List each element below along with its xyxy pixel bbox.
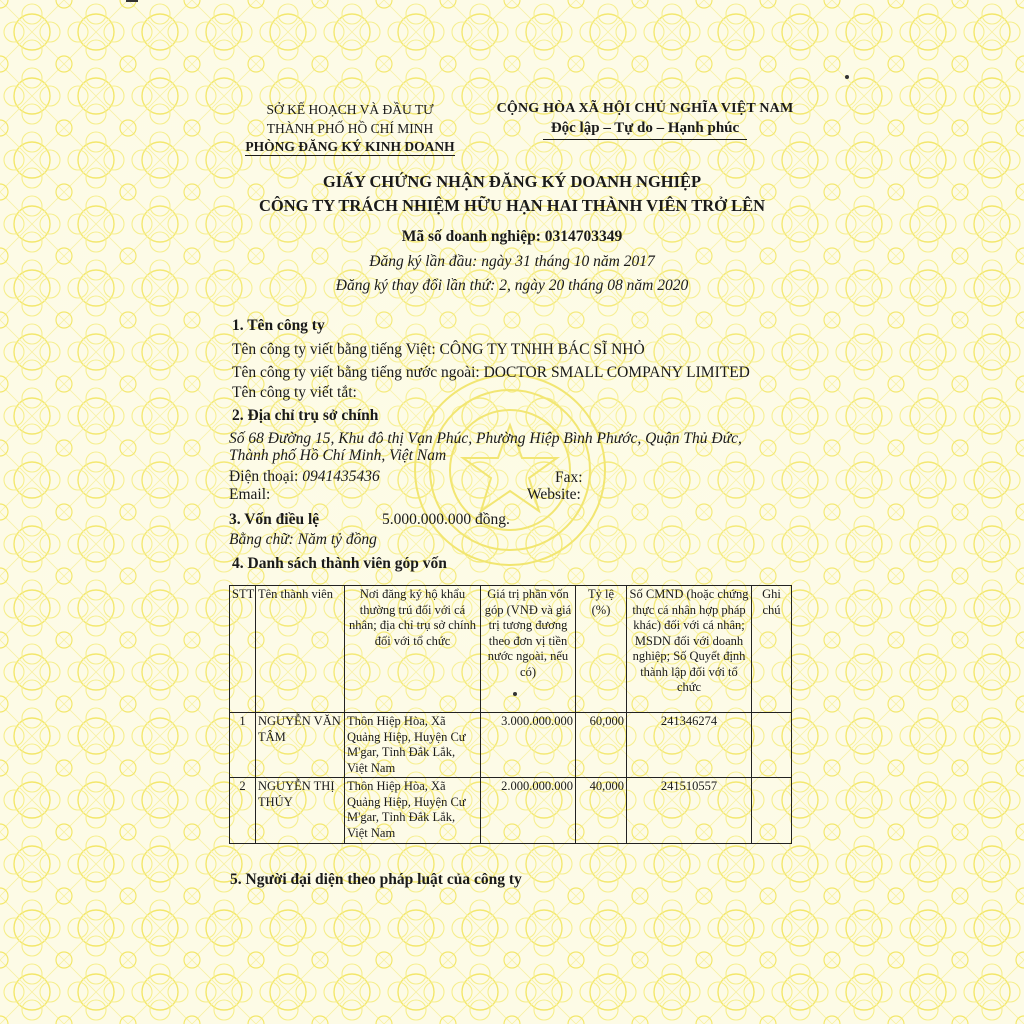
section5-heading: 5. Người đại diện theo pháp luật của công ty	[230, 871, 522, 888]
phone-row	[229, 468, 380, 486]
email-label: Email:	[229, 486, 271, 503]
column-header-id-number: Số CMND (hoặc chứng thực cá nhân hợp pháp khác) đối với cá nhân; MSDN đối với doanh nghiệp; Số Quyết định thành lập đối với tổ chức	[627, 586, 752, 713]
issuer-city: THÀNH PHỐ HỒ CHÍ MINH	[266, 121, 434, 136]
company-type: CÔNG TY TRÁCH NHIỆM HỮU HẠN HAI THÀNH VIÊN TRỞ LÊN	[258, 196, 766, 215]
address-line2: Thành phố Hồ Chí Minh, Việt Nam	[229, 447, 447, 464]
cell-note	[752, 713, 792, 778]
column-header-member-name: Tên thành viên	[256, 586, 345, 713]
cell-ratio: 40,000	[576, 778, 627, 844]
members-table	[229, 585, 792, 844]
company-name-foreign: Tên công ty viết bằng tiếng nước ngoài: DOCTOR SMALL COMPANY LIMITED	[232, 364, 750, 381]
column-header-stt: STT	[230, 586, 256, 713]
column-header-residence: Nơi đăng ký hộ khẩu thường trú đối với cá nhân; địa chỉ trụ sở chính đối với tổ chức	[345, 586, 481, 713]
phone-label: Điện thoại:	[229, 468, 299, 485]
amendment-date: Đăng ký thay đổi lần thứ: 2, ngày 20 tháng 08 năm 2020	[335, 277, 689, 294]
section4-heading: 4. Danh sách thành viên góp vốn	[232, 555, 447, 572]
table-row	[230, 713, 792, 778]
certificate-title: GIẤY CHỨNG NHẬN ĐĂNG KÝ DOANH NGHIỆP	[322, 172, 702, 191]
national-motto	[495, 120, 795, 137]
company-name-abbreviation: Tên công ty viết tắt:	[232, 384, 357, 401]
charter-capital-in-words: Bằng chữ: Năm tỷ đồng	[229, 531, 377, 548]
national-motto-text: Độc lập – Tự do – Hạnh phúc	[543, 120, 747, 140]
tax-code: Mã số doanh nghiệp: 0314703349	[401, 228, 623, 245]
company-name-vietnamese: Tên công ty viết bằng tiếng Việt: CÔNG TY TNHH BÁC SĨ NHỎ	[232, 341, 645, 358]
fax-label: Fax:	[555, 469, 583, 486]
column-header-ratio: Tỷ lệ (%)	[576, 586, 627, 713]
section3-heading: 3. Vốn điều lệ	[229, 511, 320, 528]
address-line1: Số 68 Đường 15, Khu đô thị Vạn Phúc, Phường Hiệp Bình Phước, Quận Thủ Đức,	[229, 430, 742, 447]
cell-capital-value: 2.000.000.000	[481, 778, 576, 844]
phone-value: 0941435436	[302, 468, 380, 485]
first-registration-date: Đăng ký lần đầu: ngày 31 tháng 10 năm 2017	[369, 253, 655, 270]
issuer-department-line1: SỞ KẾ HOẠCH VÀ ĐẦU TƯ	[266, 102, 434, 117]
cell-id-number: 241510557	[627, 778, 752, 844]
charter-capital-amount: 5.000.000.000 đồng.	[382, 511, 510, 528]
column-header-note: Ghi chú	[752, 586, 792, 713]
cell-member-name: NGUYỄN VĂN TÂM	[256, 713, 345, 778]
cell-note	[752, 778, 792, 844]
issuer-office	[230, 139, 470, 155]
cell-residence: Thôn Hiệp Hòa, Xã Quảng Hiệp, Huyện Cư M'gar, Tỉnh Đắk Lắk, Việt Nam	[345, 713, 481, 778]
table-header-row	[230, 586, 792, 713]
cell-ratio: 60,000	[576, 713, 627, 778]
section2-heading: 2. Địa chỉ trụ sở chính	[232, 407, 379, 424]
cell-capital-value: 3.000.000.000	[481, 713, 576, 778]
cell-residence: Thôn Hiệp Hòa, Xã Quảng Hiệp, Huyện Cư M'gar, Tỉnh Đắk Lắk, Việt Nam	[345, 778, 481, 844]
website-label: Website:	[527, 486, 581, 503]
cell-stt: 2	[230, 778, 256, 844]
national-title: CỘNG HÒA XÃ HỘI CHỦ NGHĨA VIỆT NAM	[496, 101, 794, 116]
cell-stt: 1	[230, 713, 256, 778]
issuer-office-text: PHÒNG ĐĂNG KÝ KINH DOANH	[245, 139, 455, 154]
table-row	[230, 778, 792, 844]
column-header-capital-value: Giá trị phần vốn góp (VNĐ và giá trị tương đương theo đơn vị tiền nước ngoài, nếu có)	[481, 586, 576, 713]
cell-id-number: 241346274	[627, 713, 752, 778]
cell-member-name: NGUYỄN THỊ THÚY	[256, 778, 345, 844]
section1-heading: 1. Tên công ty	[232, 317, 325, 334]
